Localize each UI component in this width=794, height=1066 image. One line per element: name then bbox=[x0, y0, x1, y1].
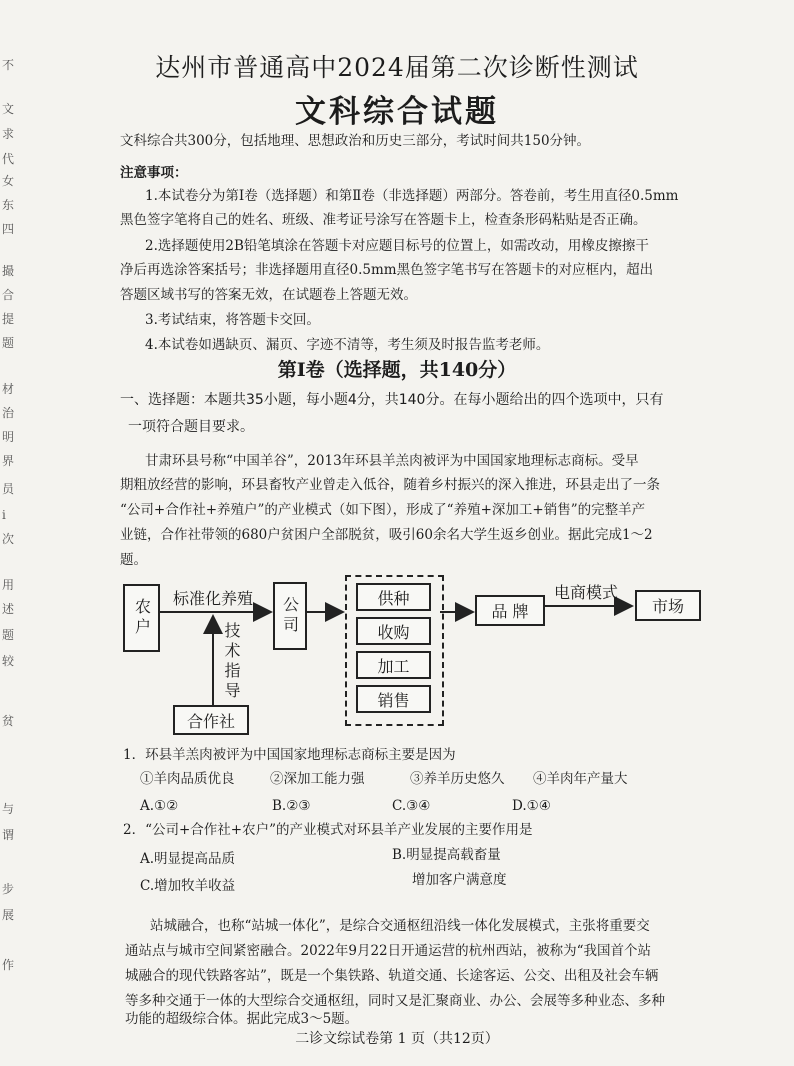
passage-line: 业链，合作社带领的680户贫困户全部脱贫，吸引60余名大学生返乡创业。据此完成1～2 bbox=[120, 527, 653, 543]
passage-line: 等多种交通于一体的大型综合交通枢纽，同时又是汇聚商业、办公、会展等多种业态、多种 bbox=[125, 993, 665, 1009]
margin-char: 东 bbox=[2, 198, 15, 212]
market-box bbox=[635, 590, 701, 621]
margin-char: 较 bbox=[2, 654, 15, 668]
notice-heading: 注意事项： bbox=[120, 165, 188, 181]
margin-char: 治 bbox=[2, 406, 15, 420]
q2-option-d: 增加客户满意度 bbox=[412, 872, 507, 888]
q1-option-d: D.①④ bbox=[512, 798, 551, 814]
function-box bbox=[356, 651, 431, 679]
passage-line: 通站点与城市空间紧密融合。2022年9月22日开通运营的杭州西站，被称为“我国首个站 bbox=[125, 943, 652, 959]
margin-char: 述 bbox=[2, 602, 15, 616]
margin-char: 提 bbox=[2, 312, 15, 326]
q1-item: ①羊肉品质优良 bbox=[140, 771, 235, 787]
section-instruction: 一、选择题：本题共35小题，每小题4分，共140分。在每小题给出的四个选项中，只有 bbox=[120, 392, 664, 408]
notice-line: 4.本试卷如遇缺页、漏页、字迹不清等，考生须及时报告监考老师。 bbox=[145, 337, 550, 353]
margin-char: 题 bbox=[2, 336, 15, 350]
ecommerce-label: 电商模式 bbox=[554, 583, 619, 602]
margin-char: 作 bbox=[2, 958, 15, 972]
industry-model-diagram bbox=[118, 572, 718, 737]
breeding-label: 标准化养殖 bbox=[173, 589, 254, 608]
passage-line: 题。 bbox=[120, 552, 147, 568]
farmer-box bbox=[123, 584, 160, 652]
q1-item: ④羊肉年产量大 bbox=[533, 771, 628, 787]
margin-char: 四 bbox=[2, 222, 15, 236]
margin-char: 展 bbox=[2, 908, 15, 922]
passage-line: 甘肃环县号称“中国羊谷”，2013年环县羊羔肉被评为中国国家地理标志商标。受早 bbox=[145, 453, 639, 469]
margin-char: 次 bbox=[2, 532, 15, 546]
company-label: 公司 bbox=[280, 596, 300, 636]
function-box bbox=[356, 685, 431, 713]
margin-char: 材 bbox=[2, 382, 15, 396]
function-box bbox=[356, 583, 431, 611]
question-1-stem: 1．环县羊羔肉被评为中国国家地理标志商标主要是因为 bbox=[123, 747, 456, 763]
question-2-stem: 2．“公司+合作社+农户”的产业模式对环县羊产业发展的主要作用是 bbox=[123, 822, 533, 838]
binding-margin bbox=[0, 0, 18, 1066]
q2-option-c: C.增加牧羊收益 bbox=[140, 878, 236, 894]
margin-char: 界 bbox=[2, 454, 15, 468]
margin-char: 明 bbox=[2, 430, 15, 444]
passage-line: 功能的超级综合体。据此完成3～5题。 bbox=[125, 1011, 359, 1027]
margin-char: 谓 bbox=[2, 828, 15, 842]
function-label: 加工 bbox=[377, 656, 410, 676]
function-label: 销售 bbox=[377, 690, 410, 710]
margin-char: 不 bbox=[2, 58, 15, 72]
passage-line: 城融合的现代铁路客站”，既是一个集铁路、轨道交通、长途客运、公交、出租及社会车辆 bbox=[125, 968, 659, 984]
margin-char: 代 bbox=[2, 152, 15, 166]
notice-line: 1.本试卷分为第Ⅰ卷（选择题）和第Ⅱ卷（非选择题）两部分。答卷前，考生用直径0.5mm bbox=[145, 188, 679, 204]
notice-line: 3.考试结束，将答题卡交回。 bbox=[145, 312, 320, 328]
margin-char: 用 bbox=[2, 578, 15, 592]
margin-char: 女 bbox=[2, 174, 15, 188]
q1-option-a: A.①② bbox=[140, 798, 179, 814]
q2-option-a: A.明显提高品质 bbox=[140, 851, 236, 867]
brand-label: 品 牌 bbox=[491, 602, 529, 621]
function-label: 收购 bbox=[377, 622, 410, 642]
farmer-label: 农户 bbox=[132, 598, 152, 638]
intro-text: 文科综合共300分，包括地理、思想政治和历史三部分，考试时间共150分钟。 bbox=[120, 133, 591, 149]
q1-option-c: C.③④ bbox=[392, 798, 431, 814]
q2-option-b: B.明显提高载畜量 bbox=[392, 847, 501, 863]
notice-line: 净后再选涂答案括号；非选择题用直径0.5mm黑色签字笔书写在答题卡的对应框内，超出 bbox=[120, 262, 654, 278]
cooperative-label: 合作社 bbox=[186, 711, 235, 731]
q1-item: ②深加工能力强 bbox=[270, 771, 365, 787]
notice-line: 2.选择题使用2B铅笔填涂在答题卡对应题目标号的位置上，如需改动，用橡皮擦擦干 bbox=[145, 238, 649, 254]
exam-title: 达州市普通高中2024届第二次诊断性测试 bbox=[155, 53, 639, 82]
passage-line: 期粗放经营的影响，环县畜牧产业曾走入低谷，随着乡村振兴的深入推进，环县走出了一条 bbox=[120, 477, 660, 493]
margin-char: 贫 bbox=[2, 714, 15, 728]
brand-box bbox=[475, 595, 545, 626]
market-label: 市场 bbox=[651, 597, 684, 616]
margin-char: 文 bbox=[2, 102, 15, 116]
margin-char: 步 bbox=[2, 882, 15, 896]
function-box bbox=[356, 617, 431, 645]
margin-char: 题 bbox=[2, 628, 15, 642]
section-title: 第Ⅰ卷（选择题，共140分） bbox=[277, 359, 517, 381]
company-box bbox=[273, 582, 307, 650]
notice-line: 答题区域书写的答案无效，在试题卷上答题无效。 bbox=[120, 287, 417, 303]
q1-item: ③养羊历史悠久 bbox=[410, 771, 505, 787]
notice-line: 黑色签字笔将自己的姓名、班级、准考证号涂写在答题卡上，检查条形码粘贴是否正确。 bbox=[120, 212, 647, 228]
page-footer: 二诊文综试卷第 1 页（共12页） bbox=[295, 1031, 499, 1047]
passage-line: 站城融合，也称“站城一体化”，是综合交通枢纽沿线一体化发展模式，主张将重要交 bbox=[150, 918, 650, 934]
cooperative-box bbox=[173, 705, 249, 735]
margin-char: 员 bbox=[2, 482, 15, 496]
passage-line: “公司+合作社+养殖户”的产业模式（如下图），形成了“养殖+深加工+销售”的完整羊产 bbox=[120, 502, 646, 518]
exam-subtitle: 文科综合试题 bbox=[295, 94, 499, 130]
function-label: 供种 bbox=[377, 588, 410, 608]
margin-char: 合 bbox=[2, 288, 15, 302]
margin-char: 求 bbox=[2, 127, 15, 141]
margin-char: i bbox=[2, 508, 6, 522]
section-instruction: 一项符合题目要求。 bbox=[128, 419, 254, 435]
margin-char: 与 bbox=[2, 802, 15, 816]
guidance-label: 技术指导 bbox=[222, 622, 241, 702]
q1-option-b: B.②③ bbox=[272, 798, 311, 814]
margin-char: 撮 bbox=[2, 264, 15, 278]
